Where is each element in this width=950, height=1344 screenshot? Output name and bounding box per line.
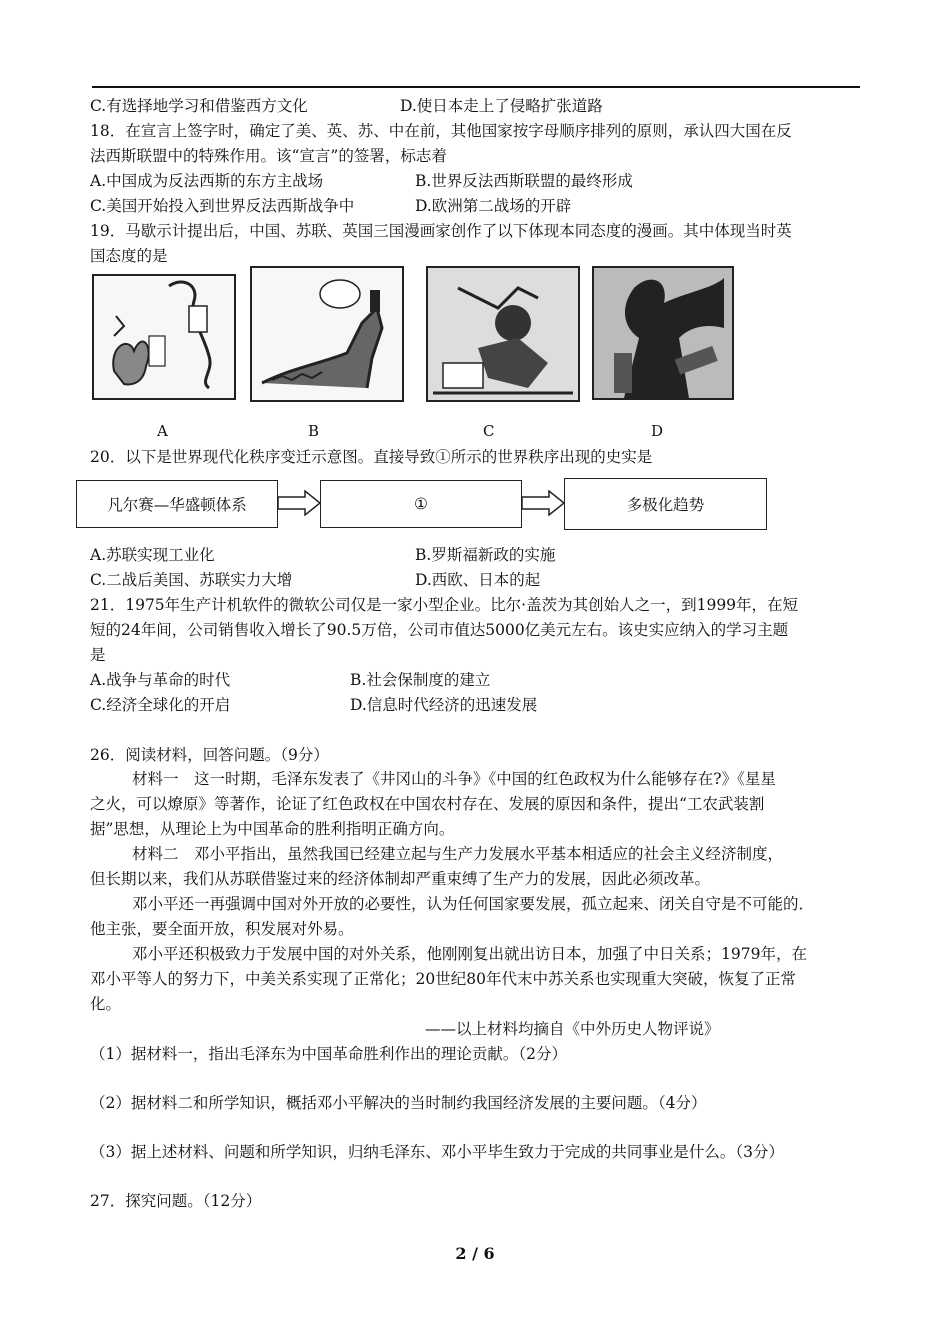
- page-separator: /: [466, 1244, 484, 1263]
- q18-option-a: A.中国成为反法西斯的东方主战场: [90, 172, 324, 190]
- header-rule: [92, 86, 860, 88]
- flow-arrow-2-icon: [521, 490, 565, 516]
- page-number: [0, 1244, 950, 1263]
- flow-arrow-1-icon: [277, 490, 321, 516]
- q18-option-c: C.美国开始投入到世界反法西斯战争中: [90, 197, 355, 215]
- q26-material4-line2: 邓小平等人的努力下，中美关系实现了正常化；20世纪80年代末中苏关系也实现重大突破，恢复了正常: [90, 970, 796, 988]
- q26-subquestion-3: （3）据上述材料、问题和所学知识，归纳毛泽东、邓小平毕生致力于完成的共同事业是什么。（3分）: [90, 1143, 784, 1161]
- q18-stem-line2: 法西斯联盟中的特殊作用。该“宣言”的签署，标志着: [90, 147, 447, 165]
- q18-option-d: D.欧洲第二战场的开辟: [415, 197, 572, 215]
- q26-material3-line2: 他主张，要全面开放，积发展对外易。: [90, 920, 354, 938]
- q26-material3-line1: 邓小平还一再强调中国对外开放的必要性，认为任何国家要发展，孤立起来、闭关自守是不可能的．: [132, 895, 815, 913]
- q26-subquestion-1: （1）据材料一，指出毛泽东为中国革命胜利作出的理论贡献。（2分）: [90, 1045, 567, 1063]
- q27-title: 27．探究问题。（12分）: [90, 1192, 262, 1210]
- q17-option-c: C.有选择地学习和借鉴西方文化: [90, 97, 308, 115]
- cartoon-b-label: B: [308, 422, 320, 440]
- page-current: 2: [455, 1244, 467, 1263]
- q21-stem-line3: 是: [90, 646, 106, 664]
- flow-box-blank: [320, 480, 522, 528]
- q26-material1-line3: 据”思想，从理论上为中国革命的胜利指明正确方向。: [90, 820, 455, 838]
- q26-material4-line3: 化。: [90, 995, 122, 1013]
- q21-option-d: D.信息时代经济的迅速发展: [350, 696, 538, 714]
- cartoon-d-label: D: [651, 422, 664, 440]
- q18-option-b: B.世界反法西斯联盟的最终形成: [415, 172, 633, 190]
- cartoon-a-image: [92, 274, 236, 400]
- q17-option-d: D.使日本走上了侵略扩张道路: [400, 97, 603, 115]
- q21-option-a: A.战争与革命的时代: [90, 671, 231, 689]
- q26-subquestion-2: （2）据材料二和所学知识，概括邓小平解决的当时制约我国经济发展的主要问题。（4分）: [90, 1094, 707, 1112]
- q26-material2-line1: 材料二 邓小平指出，虽然我国已经建立起与生产力发展水平基本相适应的社会主义经济制度，: [132, 845, 784, 863]
- q21-option-b: B.社会保制度的建立: [350, 671, 491, 689]
- q20-option-b: B.罗斯福新政的实施: [415, 546, 556, 564]
- cartoon-a-label: A: [157, 422, 168, 440]
- q26-material2-line2: 但长期以来，我们从苏联借鉴过来的经济体制却严重束缚了生产力的发展，因此必须改革。: [90, 870, 711, 888]
- q18-stem-line1: 18．在宣言上签字时，确定了美、英、苏、中在前，其他国家按字母顺序排列的原则，承认四大国在反: [90, 122, 792, 140]
- flow-box-versailles-label: 凡尔赛—华盛顿体系: [107, 496, 247, 514]
- q20-option-a: A.苏联实现工业化: [90, 546, 215, 564]
- flow-box-multipolar-label: 多极化趋势: [626, 496, 705, 514]
- cartoon-b-image: [250, 266, 404, 402]
- q26-material4-line1: 邓小平还积极致力于发展中国的对外关系，他刚刚复出就出访日本，加强了中日关系；1979年，在: [132, 945, 807, 963]
- q20-stem: 20．以下是世界现代化秩序变迁示意图。直接导致①所示的世界秩序出现的史实是: [90, 448, 653, 466]
- q20-option-d: D.西欧、日本的起: [415, 571, 541, 589]
- q21-stem-line1: 21．1975年生产计机软件的微软公司仅是一家小型企业。比尔·盖茨为其创始人之一，到1999年，在短: [90, 596, 799, 614]
- q21-option-c: C.经济全球化的开启: [90, 696, 231, 714]
- q26-material1-line1: 材料一 这一时期，毛泽东发表了《井冈山的斗争》《中国的红色政权为什么能够存在?》《星星: [132, 770, 776, 788]
- q20-option-c: C.二战后美国、苏联实力大增: [90, 571, 293, 589]
- flow-box-multipolar: [564, 478, 767, 530]
- page-total: 6: [483, 1244, 495, 1263]
- cartoon-c-label: C: [483, 422, 495, 440]
- cartoon-c-image: [426, 266, 580, 402]
- cartoon-d-image: [592, 266, 734, 400]
- flow-box-blank-label: ①: [414, 495, 428, 513]
- q26-source: ——以上材料均摘自《中外历史人物评说》: [425, 1020, 720, 1038]
- q19-stem-line2: 国态度的是: [90, 247, 168, 265]
- flow-box-versailles: [76, 480, 278, 528]
- q26-title: 26．阅读材料，回答问题。（9分）: [90, 746, 329, 764]
- q26-material1-line2: 之火，可以燎原》等著作，论证了红色政权在中国农村存在、发展的原因和条件，提出“工农武装割: [90, 795, 765, 813]
- q21-stem-line2: 短的24年间，公司销售收入增长了90.5万倍，公司市值达5000亿美元左右。该史实应纳入的学习主题: [90, 621, 789, 639]
- q19-stem-line1: 19．马歇示计提出后，中国、苏联、英国三国漫画家创作了以下体现本同态度的漫画。其中体现当时英: [90, 222, 792, 240]
